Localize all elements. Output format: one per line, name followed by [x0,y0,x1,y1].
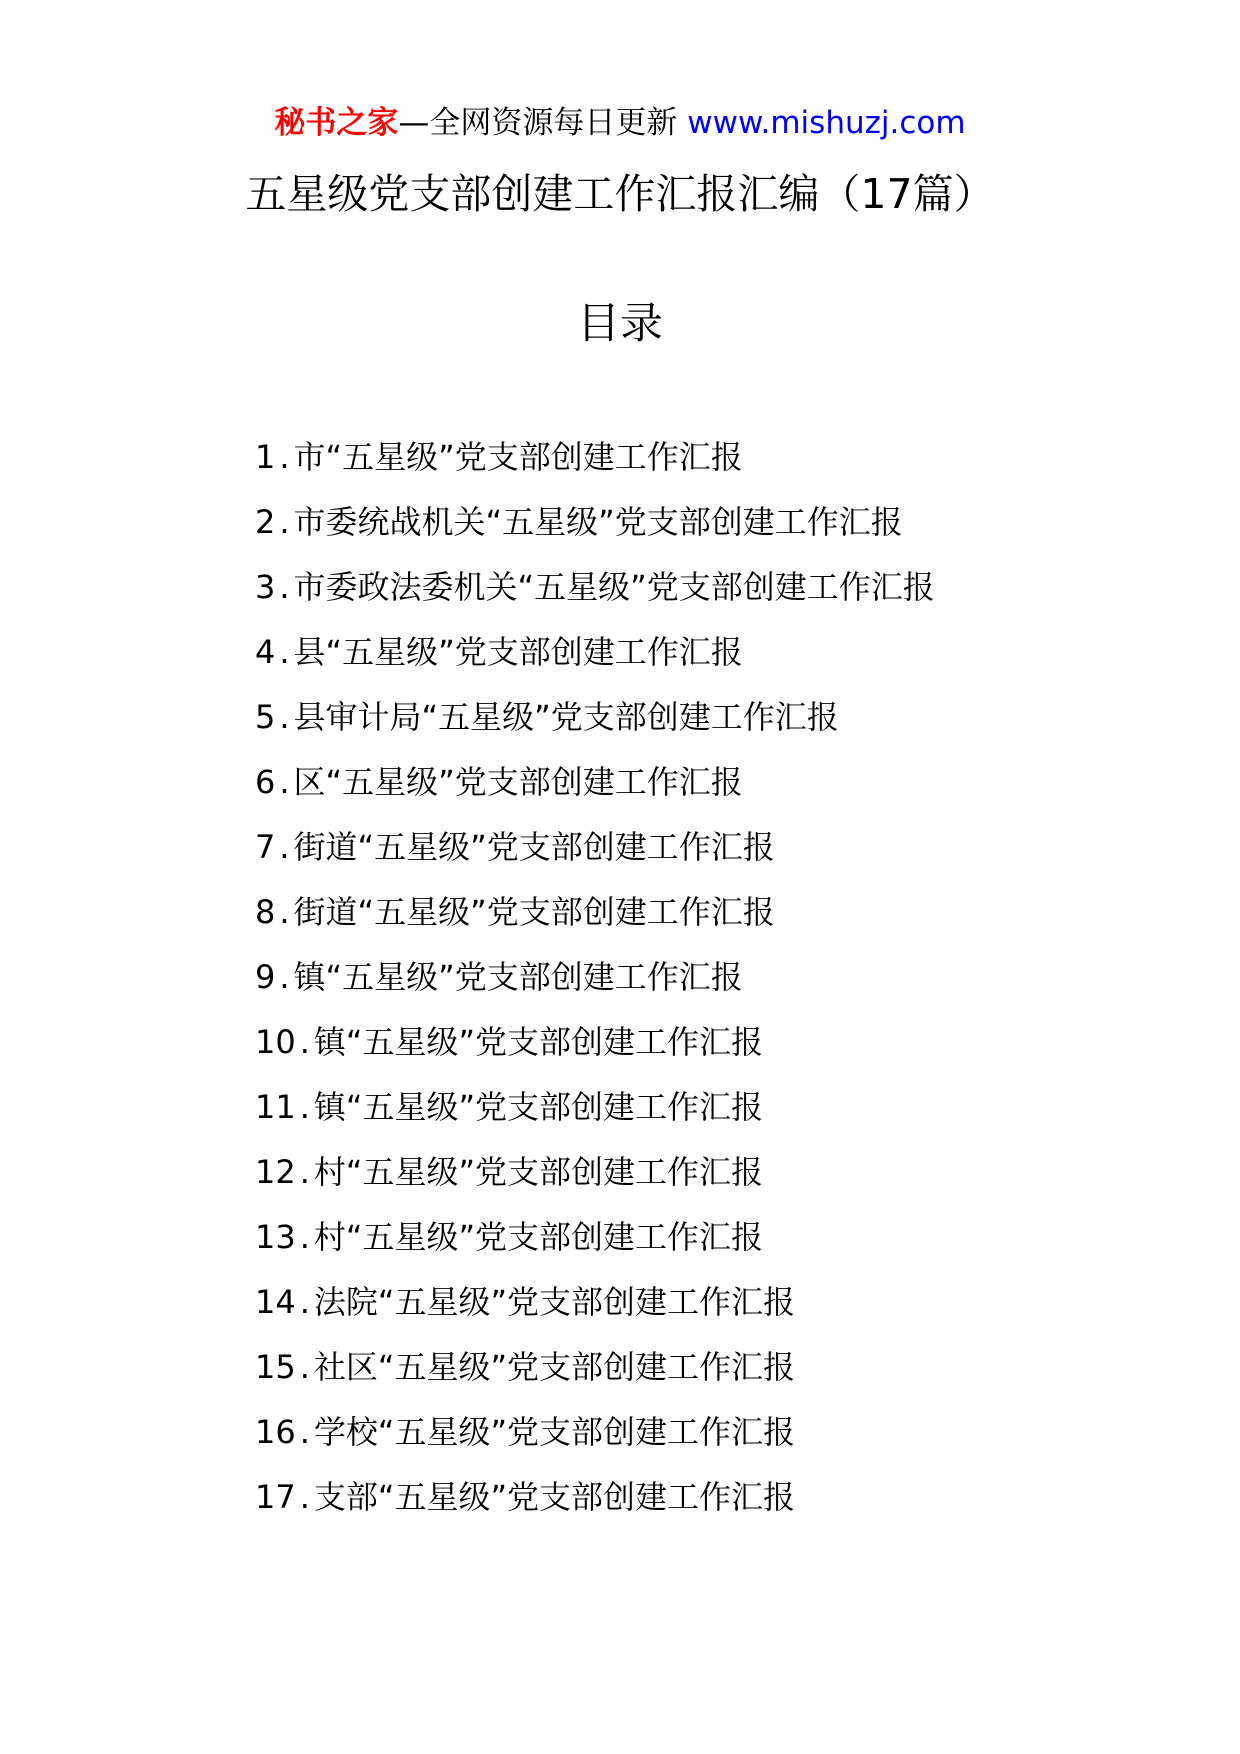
toc-item-number: 3 [255,568,276,606]
site-url-link[interactable]: www.mishuzj.com [687,105,966,141]
toc-item-separator: . [299,1023,310,1061]
toc-item-label: 社区“五星级”党支部创建工作汇报 [313,1348,796,1386]
toc-item-label: 村“五星级”党支部创建工作汇报 [313,1153,764,1191]
toc-item[interactable] [255,750,935,815]
toc-item-label: 学校“五星级”党支部创建工作汇报 [313,1413,796,1451]
toc-item[interactable] [255,425,935,490]
table-of-contents [255,425,935,1530]
toc-item-number: 5 [255,698,276,736]
toc-item-number: 2 [255,503,276,541]
toc-item-number: 14 [255,1283,296,1321]
toc-item-label: 区“五星级”党支部创建工作汇报 [293,763,743,801]
toc-item[interactable] [255,1205,935,1270]
toc-item[interactable] [255,1075,935,1140]
toc-item[interactable] [255,620,935,685]
toc-item-separator: . [279,503,290,541]
toc-item-separator: . [299,1348,310,1386]
toc-item-label: 镇“五星级”党支部创建工作汇报 [313,1023,764,1061]
toc-item-number: 8 [255,893,276,931]
toc-item-label: 市委政法委机关“五星级”党支部创建工作汇报 [293,568,935,606]
toc-item-separator: . [279,828,290,866]
toc-item[interactable] [255,1140,935,1205]
toc-item-label: 街道“五星级”党支部创建工作汇报 [293,828,775,866]
toc-item-number: 1 [255,438,276,476]
toc-item-label: 支部“五星级”党支部创建工作汇报 [313,1478,796,1516]
toc-item-separator: . [279,958,290,996]
toc-item-separator: . [299,1478,310,1516]
toc-item-label: 村“五星级”党支部创建工作汇报 [313,1218,764,1256]
toc-item-number: 17 [255,1478,296,1516]
toc-item-separator: . [279,893,290,931]
toc-item-number: 15 [255,1348,296,1386]
toc-item-label: 县审计局“五星级”党支部创建工作汇报 [293,698,839,736]
toc-item-separator: . [299,1413,310,1451]
toc-item[interactable] [255,1465,935,1530]
toc-item-label: 市委统战机关“五星级”党支部创建工作汇报 [293,503,903,541]
toc-item-separator: . [299,1283,310,1321]
toc-item-number: 9 [255,958,276,996]
toc-item-number: 13 [255,1218,296,1256]
toc-item-label: 县“五星级”党支部创建工作汇报 [293,633,743,671]
toc-item-separator: . [279,763,290,801]
toc-item-label: 法院“五星级”党支部创建工作汇报 [313,1283,796,1321]
toc-item-number: 6 [255,763,276,801]
toc-item[interactable] [255,815,935,880]
toc-item-separator: . [299,1088,310,1126]
toc-item-label: 镇“五星级”党支部创建工作汇报 [293,958,743,996]
toc-heading: 目录 [577,299,663,349]
toc-item[interactable] [255,685,935,750]
toc-item-separator: . [299,1153,310,1191]
toc-item-number: 16 [255,1413,296,1451]
toc-item[interactable] [255,555,935,620]
toc-item-number: 10 [255,1023,296,1061]
toc-item-separator: . [279,568,290,606]
toc-item-separator: . [279,698,290,736]
document-title: 五星级党支部创建工作汇报汇编（17篇） [245,170,995,218]
toc-item-label: 市“五星级”党支部创建工作汇报 [293,438,743,476]
toc-item-separator: . [279,633,290,671]
toc-item-label: 镇“五星级”党支部创建工作汇报 [313,1088,764,1126]
toc-item[interactable] [255,1270,935,1335]
brand-name: 秘书之家 [274,105,399,141]
toc-item-number: 4 [255,633,276,671]
toc-item[interactable] [255,1335,935,1400]
toc-item-number: 12 [255,1153,296,1191]
toc-item-separator: . [279,438,290,476]
toc-item[interactable] [255,945,935,1010]
toc-item-number: 11 [255,1088,296,1126]
toc-item[interactable] [255,880,935,945]
toc-item-number: 7 [255,828,276,866]
toc-item[interactable] [255,1010,935,1075]
site-tagline: —全网资源每日更新 [398,105,678,141]
toc-item-label: 街道“五星级”党支部创建工作汇报 [293,893,775,931]
site-header [0,103,1240,143]
toc-item-separator: . [299,1218,310,1256]
toc-item[interactable] [255,1400,935,1465]
toc-item[interactable] [255,490,935,555]
